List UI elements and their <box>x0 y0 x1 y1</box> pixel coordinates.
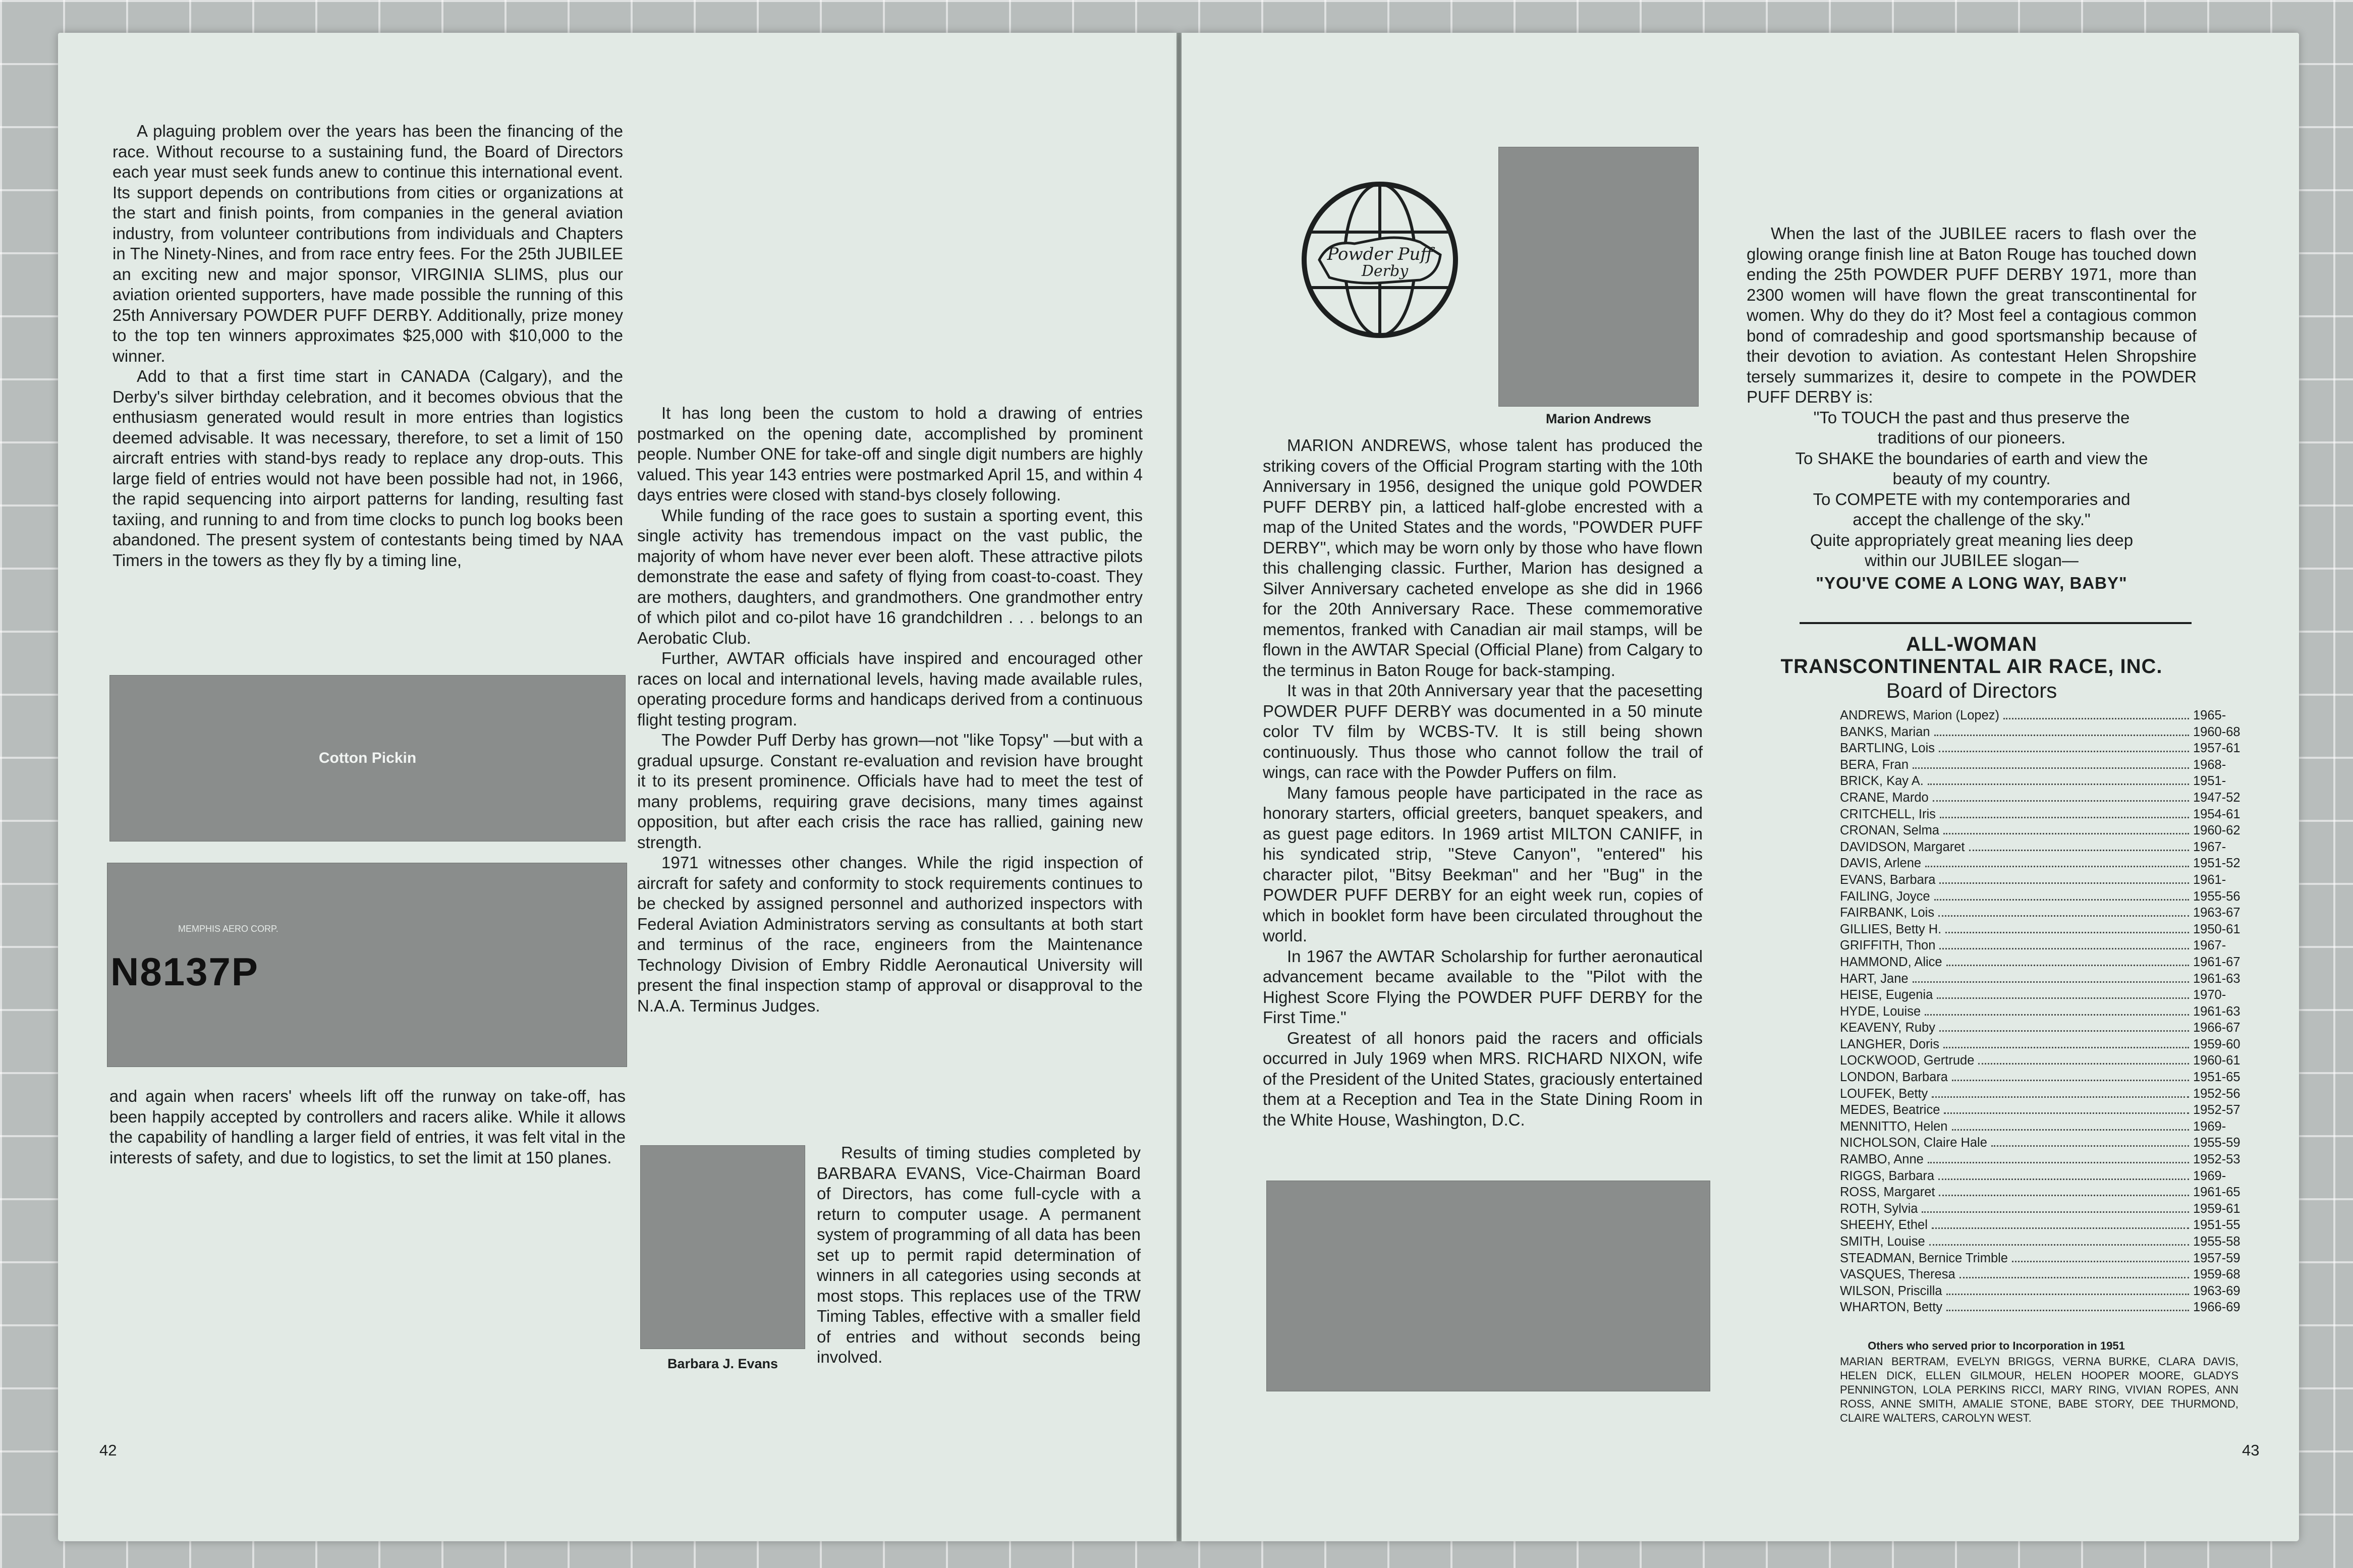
dot-leader <box>1946 1310 2189 1311</box>
director-years: 1969- <box>2193 1119 2226 1134</box>
director-row <box>1840 1184 2264 1201</box>
dot-leader <box>1928 1162 2189 1163</box>
dot-leader <box>1932 1096 2189 1098</box>
director-name: FAILING, Joyce <box>1840 889 1930 904</box>
jubilee-slogan: "YOU'VE COME A LONG WAY, BABY" <box>1816 573 2127 592</box>
director-name: NICHOLSON, Claire Hale <box>1840 1136 1987 1150</box>
dot-leader <box>1939 751 2189 752</box>
director-row <box>1840 937 2264 954</box>
powder-puff-derby-logo <box>1299 179 1461 341</box>
board-of-directors-heading: Board of Directors <box>1886 679 2057 702</box>
director-name: EVANS, Barbara <box>1840 872 1936 887</box>
timing-studies-paragraph <box>817 1143 1141 1368</box>
director-name: LONDON, Barbara <box>1840 1070 1948 1085</box>
takeoff-paragraph: and again when racers' wheels lift off the runway on take-off, has been happily accepted by controllers and racers alike. While it allows the capability of handling a larger field of entries, it was felt vital in the interests of safety, and due to logistics, to set the limit at 150 planes. <box>109 1087 626 1167</box>
director-years: 1965- <box>2193 708 2226 722</box>
director-years: 1959-68 <box>2193 1267 2240 1282</box>
director-row <box>1840 905 2264 921</box>
director-name: HYDE, Louise <box>1840 1004 1921 1019</box>
director-years: 1961-67 <box>2193 955 2240 969</box>
director-row <box>1840 1266 2264 1283</box>
director-row <box>1840 1102 2264 1118</box>
director-name: BERA, Fran <box>1840 757 1909 772</box>
director-years: 1961-65 <box>2193 1185 2240 1200</box>
dot-leader <box>1938 915 2189 917</box>
dot-leader <box>1934 735 2189 736</box>
dot-leader <box>1978 1063 2189 1065</box>
director-row <box>1840 1283 2264 1300</box>
director-row <box>1840 724 2264 741</box>
right-column-1 <box>1263 435 1703 1130</box>
dot-leader <box>1944 1112 2189 1114</box>
left-column-2 <box>637 403 1143 1016</box>
dot-leader <box>1939 882 2189 884</box>
director-name: MEDES, Beatrice <box>1840 1103 1940 1117</box>
page-number-right: 43 <box>2242 1441 2260 1459</box>
director-years: 1952-53 <box>2193 1152 2240 1167</box>
dot-leader <box>1913 981 2189 983</box>
director-years: 1955-58 <box>2193 1235 2240 1249</box>
director-row <box>1840 707 2264 724</box>
dot-leader <box>1929 1244 2189 1246</box>
nixon-paragraph: Greatest of all honors paid the racers and officials occurred in July 1969 when MRS. RICHARD NIXON, wife of the President of the United States, graciously entertained them at a Reception and Tea in the State Dining Room in the White House, Washington, D.C. <box>1263 1028 1703 1129</box>
dot-leader <box>1937 997 2189 999</box>
director-years: 1952-56 <box>2193 1086 2240 1101</box>
dot-leader <box>2003 718 2189 719</box>
director-row <box>1840 1168 2264 1185</box>
white-house-group-photo <box>1266 1181 1710 1391</box>
dot-leader <box>1928 783 2189 785</box>
right-column-2 <box>1747 223 2197 593</box>
dot-leader <box>1945 932 2189 933</box>
director-name: DAVIS, Arlene <box>1840 856 1922 871</box>
canada-paragraph: Add to that a first time start in CANADA (Calgary), and the Derby's silver birthday celebration, and it becomes obvious that the enthusiasm generated would result in more entries than logistics deemed advisable. It was necessary, therefore, to set a limit of 150 aircraft entries with stand-bys ready to replace any drop-outs. This large field of entries would not have been possible had not, in 1966, the rapid sequencing into airport patterns for landing, resulting fast taxiing, and running to and from time clocks to punch log books been abandoned. The present system of contestants being timed by NAA Timers in the towers as they fly by a timing line, <box>113 367 623 570</box>
director-name: LANGHER, Doris <box>1840 1037 1939 1051</box>
quote-shake: To SHAKE the boundaries of earth and view the beauty of my country. <box>1795 449 2148 488</box>
director-years: 1951-55 <box>2193 1218 2240 1233</box>
quote-touch: "To TOUCH the past and thus preserve the traditions of our pioneers. <box>1813 408 2130 447</box>
director-row <box>1840 757 2264 773</box>
director-name: BRICK, Kay A. <box>1840 774 1924 789</box>
dot-leader <box>1922 1211 2189 1213</box>
director-name: KEAVENY, Ruby <box>1840 1021 1935 1035</box>
director-years: 1951-65 <box>2193 1070 2240 1085</box>
director-row <box>1840 839 2264 856</box>
director-name: STEADMAN, Bernice Trimble <box>1840 1251 2008 1265</box>
director-row <box>1840 888 2264 905</box>
director-name: VASQUES, Theresa <box>1840 1267 1955 1282</box>
dot-leader <box>1959 1277 2189 1278</box>
director-name: WILSON, Priscilla <box>1840 1283 1942 1298</box>
director-years: 1957-61 <box>2193 741 2240 756</box>
director-row <box>1840 1299 2264 1316</box>
awtar-officials-paragraph: Further, AWTAR officials have inspired and encouraged other races on local and international levels, having made available rules, operating procedure forms and handicaps derived from a continuous flight testing program. <box>637 649 1143 729</box>
director-row <box>1840 971 2264 987</box>
director-years: 1960-62 <box>2193 823 2240 838</box>
director-row <box>1840 773 2264 790</box>
director-row <box>1840 822 2264 839</box>
barbara-evans-portrait <box>640 1145 805 1349</box>
director-years: 1950-61 <box>2193 922 2240 936</box>
director-name: GRIFFITH, Thon <box>1840 938 1936 953</box>
dot-leader <box>1952 1080 2189 1081</box>
director-row <box>1840 1201 2264 1217</box>
director-years: 1951-52 <box>2193 856 2240 871</box>
scholarship-paragraph: In 1967 the AWTAR Scholarship for further aeronautical advancement became available to the "Pilot with the Highest Score Flying the POWDER PUFF DERBY for the First Time." <box>1263 946 1703 1027</box>
others-title: Others who served prior to Incorporation in 1951 <box>1868 1339 2125 1352</box>
dot-leader <box>1943 833 2189 834</box>
director-years: 1955-56 <box>2193 889 2240 904</box>
director-name: RAMBO, Anne <box>1840 1152 1924 1167</box>
director-name: RIGGS, Barbara <box>1840 1168 1935 1183</box>
famous-people-paragraph: Many famous people have participated in the race as honorary starters, official greeters, banquet speakers, and as guest page editors. In 1969 artist MILTON CANIFF, in his syndicated strip, "Steve Canyon", "entered" his character pilot, "Bitsy Beekman" and her "Bug" in the POWDER PUFF DERBY for an eight week run, copies of which in booklet form have been circulated throughout the world. <box>1263 783 1703 945</box>
section-divider <box>1800 622 2192 624</box>
dot-leader <box>1946 1294 2189 1295</box>
director-years: 1947-52 <box>2193 790 2240 805</box>
director-years: 1955-59 <box>2193 1136 2240 1150</box>
director-years: 1959-61 <box>2193 1201 2240 1216</box>
left-column-1-bottom <box>109 1086 626 1168</box>
director-years: 1960-68 <box>2193 724 2240 739</box>
director-years: 1961-63 <box>2193 1004 2240 1019</box>
dot-leader <box>1940 817 2189 818</box>
director-name: WHARTON, Betty <box>1840 1300 1943 1315</box>
globe-logo-icon <box>1299 179 1461 341</box>
tv-film-paragraph: It was in that 20th Anniversary year that the pacesetting POWDER PUFF DERBY was documented in a 50 minute color TV film by WCBS-TV. It is still being shown continuously. Thus those who cannot follow the trail of wings, can race with the Powder Puffers on film. <box>1263 681 1703 781</box>
page-number-left: 42 <box>99 1441 117 1459</box>
dot-leader <box>1939 1030 2189 1032</box>
andrews-paragraph: MARION ANDREWS, whose talent has produced the striking covers of the Official Program starting with the 10th Anniversary in 1956, designed the unique gold POWDER PUFF DERBY pin, a latticed half-globe encrested with a map of the United States and the words, "POWDER PUFF DERBY", which may be worn only by those who have flown this challenging classic. Further, Marion has designed a Silver Anniversary cacheted envelope as she did in 1966 for the 20th Anniversary Race. These commemorative mementos, franked with Canadian air mail stamps, will be flown in the AWTAR Special (Official Plane) from Calgary to the terminus in Baton Rouge for back-stamping. <box>1263 436 1703 680</box>
director-name: HAMMOND, Alice <box>1840 955 1942 969</box>
director-years: 1966-67 <box>2193 1021 2240 1035</box>
changes-1971-paragraph: 1971 witnesses other changes. While the rigid inspection of aircraft for safety and conformity to stock requirements continues to be checked by assigned personnel and authorized inspectors with Federal Aviation Administrators serving as consultants at both start and terminus of the race, engineers from the Maintenance Technology Division of Embry Riddle Aeronautical University will present the final inspection stamp of approval or disapproval to the N.A.A. Terminus Judges. <box>637 853 1143 1015</box>
director-years: 1963-67 <box>2193 906 2240 920</box>
director-years: 1952-57 <box>2193 1103 2240 1117</box>
director-row <box>1840 1020 2264 1036</box>
director-name: SHEEHY, Ethel <box>1840 1218 1928 1233</box>
left-page <box>58 33 1176 1541</box>
director-row <box>1840 1052 2264 1069</box>
dot-leader <box>1946 965 2189 966</box>
director-years: 1957-59 <box>2193 1251 2240 1265</box>
director-row <box>1840 1118 2264 1135</box>
director-name: DAVIDSON, Margaret <box>1840 839 1965 854</box>
director-name: BANKS, Marian <box>1840 724 1930 739</box>
dot-leader <box>1939 1195 2189 1196</box>
marion-andrews-portrait <box>1498 147 1699 407</box>
director-name: HEISE, Eugenia <box>1840 988 1933 1002</box>
grown-paragraph: The Powder Puff Derby has grown—not "like Topsy" —but with a gradual upsurge. Constant re-evaluation and revision have brought it to its present prominence. Officials have had to meet the test of many problems, requiring grave decisions, many times against opposition, but after each crisis the race has rallied, gaining new strength. <box>637 731 1143 852</box>
director-row <box>1840 790 2264 806</box>
dot-leader <box>1913 767 2189 769</box>
director-years: 1967- <box>2193 938 2226 953</box>
director-name: ROTH, Sylvia <box>1840 1201 1918 1216</box>
andrews-caption: Marion Andrews <box>1545 411 1652 426</box>
director-row <box>1840 806 2264 823</box>
dot-leader <box>1969 850 2189 851</box>
director-row <box>1840 1217 2264 1234</box>
director-row <box>1840 987 2264 1003</box>
dot-leader <box>1938 1179 2189 1180</box>
director-name: ROSS, Margaret <box>1840 1185 1935 1200</box>
svg-text:Powder Puff: Powder Puff <box>1327 244 1433 264</box>
director-name: CRANE, Mardo <box>1840 790 1929 805</box>
director-row <box>1840 1151 2264 1168</box>
evans-caption: Barbara J. Evans <box>667 1356 778 1371</box>
director-name: BARTLING, Lois <box>1840 741 1935 756</box>
dot-leader <box>1952 1129 2190 1131</box>
airplane-photo-2 <box>107 863 627 1067</box>
director-name: CRONAN, Selma <box>1840 823 1939 838</box>
dot-leader <box>2012 1261 2189 1262</box>
dot-leader <box>1925 866 2189 867</box>
director-years: 1951- <box>2193 774 2226 789</box>
director-years: 1966-69 <box>2193 1300 2240 1315</box>
airplane-photo-1-marking: Cotton Pickin <box>318 750 417 766</box>
organization-name <box>1747 633 2197 678</box>
directors-list <box>1840 707 2264 1316</box>
airplane-photo-2-small-marking: MEMPHIS AERO CORP. <box>178 924 278 934</box>
slogan-intro: Quite appropriately great meaning lies deep within our JUBILEE slogan— <box>1810 530 2134 570</box>
svg-text:Derby: Derby <box>1361 262 1409 280</box>
director-years: 1969- <box>2193 1168 2226 1183</box>
right-page <box>1182 33 2299 1541</box>
director-years: 1961-63 <box>2193 971 2240 986</box>
dot-leader <box>1925 1014 2189 1016</box>
director-name: CRITCHELL, Iris <box>1840 807 1936 821</box>
director-name: SMITH, Louise <box>1840 1235 1925 1249</box>
director-row <box>1840 1234 2264 1250</box>
director-row <box>1840 1086 2264 1102</box>
quote-compete: To COMPETE with my contemporaries and accept the challenge of the sky." <box>1813 489 2131 529</box>
director-row <box>1840 740 2264 757</box>
dot-leader <box>1939 948 2189 949</box>
director-years: 1961- <box>2193 872 2226 887</box>
dot-leader <box>1933 800 2189 802</box>
director-row <box>1840 1069 2264 1086</box>
director-name: MENNITTO, Helen <box>1840 1119 1948 1134</box>
organization-name-line-2: TRANSCONTINENTAL AIR RACE, INC. <box>1780 655 2163 678</box>
others-list: MARIAN BERTRAM, EVELYN BRIGGS, VERNA BURKE, CLARA DAVIS, HELEN DICK, ELLEN GILMOUR, HELEN HOOPER MOORE, GLADYS PENNINGTON, LOLA PERKINS RICCI, MARY RING, VIVIAN ROPES, ANN ROSS, ANNE SMITH, AMALIE STONE, BABE STORY, DEE THURMOND, CLAIRE WALTERS, CAROLYN WEST. <box>1840 1355 2238 1424</box>
director-row <box>1840 1036 2264 1053</box>
director-row <box>1840 1003 2264 1020</box>
director-row <box>1840 1135 2264 1151</box>
director-row <box>1840 1250 2264 1267</box>
dot-leader <box>1943 1047 2189 1048</box>
dot-leader <box>1934 899 2189 901</box>
director-name: LOUFEK, Betty <box>1840 1086 1928 1101</box>
airplane-photo-2-registration: N8137P <box>110 949 259 994</box>
director-years: 1970- <box>2193 988 2226 1002</box>
timing-studies-text: Results of timing studies completed by BARBARA EVANS, Vice-Chairman Board of Directors, has come full-cycle with a return to computer usage. A permanent system of programming of all data has been set up to permit rapid determination of winners in all categories using seconds at most stops. This replaces use of the TRW Timing Tables, effective with a smaller field of entries and without seconds being involved. <box>817 1143 1141 1366</box>
director-name: FAIRBANK, Lois <box>1840 906 1935 920</box>
director-years: 1963-69 <box>2193 1283 2240 1298</box>
funding-paragraph: While funding of the race goes to sustain a sporting event, this single activity has tremendous impact on the vast public, the majority of whom have never ever been aloft. These attractive pilots demonstrate the ease and safety of flying from coast-to-coast. They are mothers, daughters, and grandmothers. One grandmother entry of which pilot and co-pilot have 16 grandchildren . . . belongs to an Aerobatic Club. <box>637 506 1143 647</box>
airplane-photo-1 <box>109 675 626 842</box>
director-name: HART, Jane <box>1840 971 1909 986</box>
director-years: 1967- <box>2193 839 2226 854</box>
dot-leader <box>1991 1145 2189 1147</box>
jubilee-paragraph: When the last of the JUBILEE racers to flash over the glowing orange finish line at Baton Rouge has touched down ending the 25th POWDER PUFF DERBY 1971, more than 2300 women will have flown the great transcontinental for women. Why do they do it? Most feel a contagious common bond of comradeship and good sportsmanship because of their devotion to aviation. As contestant Helen Shropshire tersely summarizes it, desire to compete in the POWDER PUFF DERBY is: <box>1747 224 2197 406</box>
director-row <box>1840 855 2264 872</box>
timing-studies-wrap <box>817 1143 1141 1368</box>
director-years: 1968- <box>2193 757 2226 772</box>
director-years: 1960-61 <box>2193 1053 2240 1068</box>
director-row <box>1840 954 2264 971</box>
director-name: GILLIES, Betty H. <box>1840 922 1942 936</box>
director-row <box>1840 872 2264 888</box>
director-name: ANDREWS, Marion (Lopez) <box>1840 708 1999 722</box>
director-name: LOCKWOOD, Gertrude <box>1840 1053 1975 1068</box>
organization-name-line-1: ALL-WOMAN <box>1906 633 2038 655</box>
dot-leader <box>1932 1227 2189 1229</box>
left-column-1-top <box>113 121 623 571</box>
financing-paragraph: A plaguing problem over the years has been the financing of the race. Without recourse to a sustaining fund, the Board of Directors each year must seek funds anew to continue this international event. Its support depends on contributions from cities or organizations at the start and finish points, from companies in the general aviation industry, from volunteer contributions from individuals and Chapters in The Ninety-Nines, and from race entry fees. For the 25th JUBILEE an exciting new and major sponsor, VIRGINIA SLIMS, plus our aviation oriented supporters, have made possible the running of this 25th Anniversary POWDER PUFF DERBY. Additionally, prize money to the top ten winners approximates $25,000 with $10,000 to the winner. <box>113 122 623 365</box>
director-years: 1954-61 <box>2193 807 2240 821</box>
director-years: 1959-60 <box>2193 1037 2240 1051</box>
drawing-paragraph: It has long been the custom to hold a drawing of entries postmarked on the opening date, accomplished by prominent people. Number ONE for take-off and single digit numbers are highly valued. This year 143 entries were postmarked April 15, and within 4 days entries were closed with stand-bys closely following. <box>637 404 1143 504</box>
director-row <box>1840 921 2264 938</box>
